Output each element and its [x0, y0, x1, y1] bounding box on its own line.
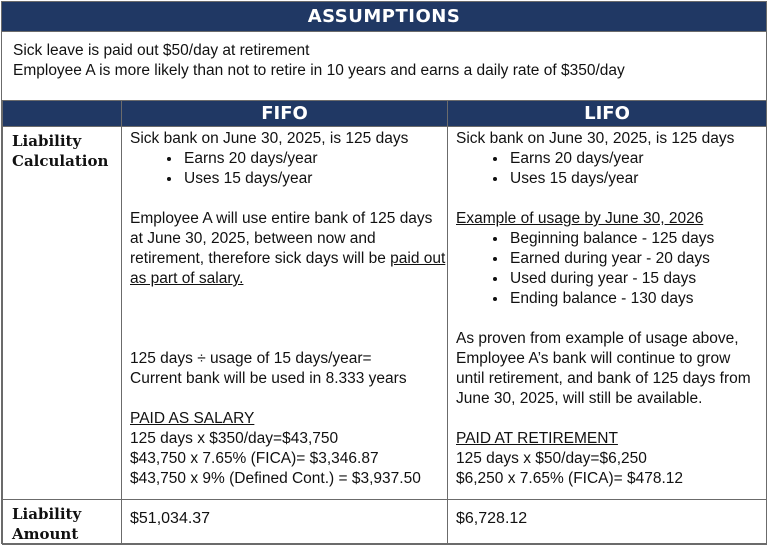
assumptions-header: ASSUMPTIONS: [2, 2, 766, 31]
underlined-text: paid out as part of salary.: [130, 250, 446, 287]
assumptions-document: [1, 1, 767, 544]
paid-as-salary-heading: PAID AS SALARY: [130, 410, 255, 427]
assumption-line: Sick leave is paid out $50/day at retirement: [13, 42, 310, 59]
list-item: • Ending balance - 130 days: [508, 289, 766, 309]
fifo-calc-line: $43,750 x 9% (Defined Cont.) = $3,937.50: [130, 470, 421, 487]
list-item: • Used during year - 15 days: [508, 269, 766, 289]
list-item: • Earns 20 days/year: [508, 149, 766, 169]
assumptions-box: [2, 31, 766, 100]
assumption-line: Employee A is more likely than not to retire in 10 years and earns a daily rate of $350/day: [13, 62, 625, 79]
paragraph-text: Employee A will use entire bank of 125 days at June 30, 2025, between now and retirement, therefore sick days will be: [130, 210, 433, 267]
lifo-bullet-list: [456, 149, 766, 189]
lifo-liability-amount: $6,728.12: [448, 500, 767, 545]
list-item: • Earned during year - 20 days: [508, 249, 766, 269]
row-header-line: Liability: [12, 132, 82, 150]
list-item: • Earns 20 days/year: [182, 149, 447, 169]
fifo-column-header: FIFO: [122, 101, 448, 127]
fifo-calc-line: $43,750 x 7.65% (FICA)= $3,346.87: [130, 450, 379, 467]
lifo-calc-line: $6,250 x 7.65% (FICA)= $478.12: [456, 470, 684, 487]
list-item: • Beginning balance - 125 days: [508, 229, 766, 249]
list-item: • Uses 15 days/year: [182, 169, 447, 189]
fifo-usage-line: Current bank will be used in 8.333 years: [130, 370, 407, 387]
liability-amount-row-header: [3, 500, 122, 545]
fifo-liability-amount: $51,034.37: [122, 500, 448, 545]
row-header-line: Calculation: [12, 152, 109, 170]
row-header-line: Amount: [12, 525, 79, 543]
example-usage-heading: Example of usage by June 30, 2026: [456, 210, 704, 227]
example-bullet-list: [456, 229, 766, 309]
lifo-calculation-cell: [448, 127, 767, 500]
lifo-proof-paragraph: As proven from example of usage above, Employee A’s bank will continue to grow until retirement, and bank of 125 days from June 30, 2025, will still be available.: [456, 330, 751, 407]
liability-calculation-row-header: [3, 127, 122, 500]
fifo-calculation-cell: [122, 127, 448, 500]
corner-header-cell: [3, 101, 122, 127]
lifo-column-header: LIFO: [448, 101, 767, 127]
lifo-intro: Sick bank on June 30, 2025, is 125 days: [456, 130, 735, 147]
fifo-intro: Sick bank on June 30, 2025, is 125 days: [130, 130, 409, 147]
fifo-calc-line: 125 days x $350/day=$43,750: [130, 430, 339, 447]
row-header-line: Liability: [12, 505, 82, 523]
fifo-bullet-list: [130, 149, 447, 189]
fifo-usage-paragraph: [130, 209, 447, 289]
paid-at-retirement-heading: PAID AT RETIREMENT: [456, 430, 618, 447]
lifo-calc-line: 125 days x $50/day=$6,250: [456, 450, 647, 467]
fifo-lifo-table: [2, 100, 767, 545]
fifo-usage-line: 125 days ÷ usage of 15 days/year=: [130, 350, 372, 367]
list-item: • Uses 15 days/year: [508, 169, 766, 189]
